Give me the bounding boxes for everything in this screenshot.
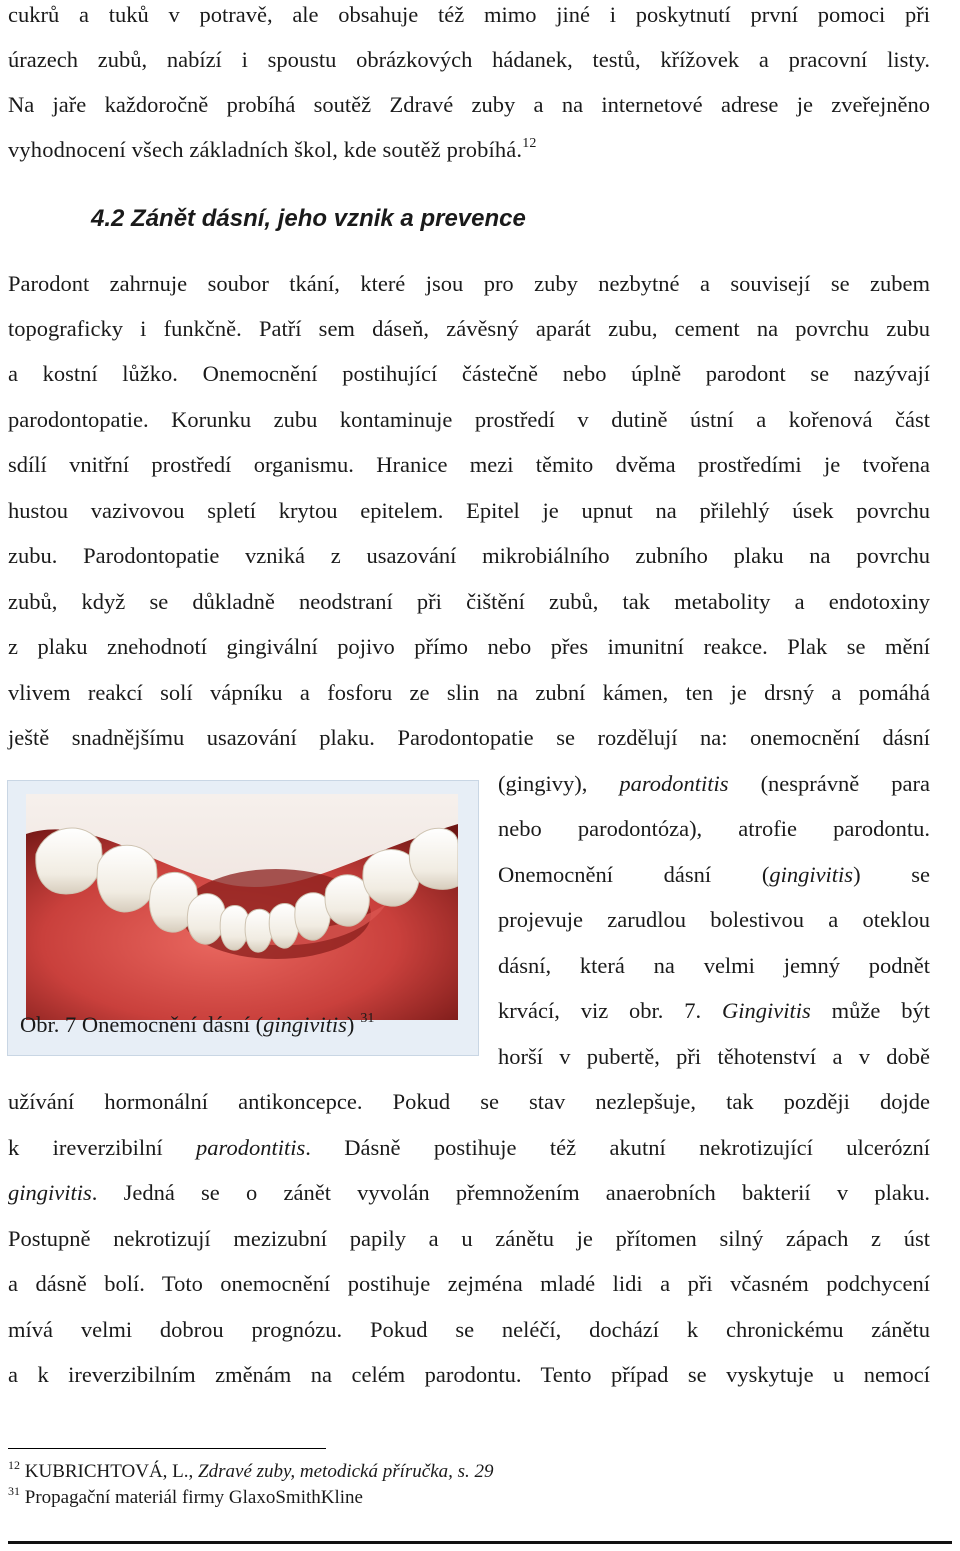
body-text-line: krvácí, viz obr. 7. Gingivitis může být [498,998,930,1023]
body-text: vyhodnocení všech základních škol, kde soutěž probíhá. [8,137,523,162]
footnote-reference: 12 [522,136,537,151]
body-text-line [8,135,930,165]
body-text-line: nebo parodontóza), atrofie parodontu. [498,816,930,841]
body-text-line: Postupně nekrotizují mezizubní papily a u zánětu je přítomen silný zápach z úst [8,1226,930,1251]
body-text-line: Onemocnění dásní (gingivitis) se [498,862,930,887]
footnote-text: KUBRICHTOVÁ, L., [24,1461,199,1482]
body-text-line: z plaku znehodnotí gingivální pojivo přímo nebo přes imunitní reakce. Plak se mění [8,634,930,659]
caption-text: ) [346,1012,355,1037]
body-text-line: (gingivy), parodontitis (nesprávně para [498,771,930,796]
body-text-line: a dásně bolí. Toto onemocnění postihuje zejména mladé lidi a při včasném podchycení [8,1271,930,1296]
body-text-line: mívá velmi dobrou prognózu. Pokud se neléčí, dochází k chronickému zánětu [8,1317,930,1342]
body-text-line: sdílí vnitřní prostředí organismu. Hranice mezi těmito dvěma prostředími je tvořena [8,452,930,477]
body-text-line: zubů, když se důkladně neodstraní při čištění zubů, tak metabolity a endotoxiny [8,589,930,614]
footnote-reference: 31 [360,1011,375,1026]
body-text-line: Na jaře každoročně probíhá soutěž Zdravé zuby a na internetové adrese je zveřejněno [8,92,930,117]
footnote [8,1486,363,1510]
teeth-gums-photo [26,794,458,1020]
page-bottom-rule [8,1541,952,1544]
caption-italic: gingivitis [263,1012,347,1037]
section-heading: 4.2 Zánět dásní, jeho vznik a prevence [91,205,526,232]
body-text-line: užívání hormonální antikoncepce. Pokud se stav nezlepšuje, tak později dojde [8,1089,930,1114]
body-text-line: Parodont zahrnuje soubor tkání, které jsou pro zuby nezbytné a souvisejí se zubem [8,271,930,296]
body-text-line: ještě snadnějšímu usazování plaku. Parodontopatie se rozdělují na: onemocnění dásní [8,725,930,750]
footnote-text: Propagační materiál firmy GlaxoSmithKline [24,1487,363,1508]
body-text-line: horší v pubertě, při těhotenství a v době [498,1044,930,1069]
footnote-number: 31 [8,1484,20,1498]
body-text-line: dásní, která na velmi jemný podnět [498,953,930,978]
body-text-line: a kostní lůžko. Onemocnění postihující částečně nebo úplně parodont se nazývají [8,361,930,386]
footnote-number: 12 [8,1458,20,1472]
caption-text: Obr. 7 Onemocnění dásní ( [20,1012,264,1037]
body-text-line: gingivitis. Jedná se o zánět vyvolán přemnožením anaerobních bakterií v plaku. [8,1180,930,1205]
footnote-separator [8,1448,326,1449]
body-text-line: zubu. Parodontopatie vzniká z usazování mikrobiálního zubního plaku na povrchu [8,543,930,568]
body-text-line: vlivem reakcí solí vápníku a fosforu ze slin na zubní kámen, ten je drsný a pomáhá [8,680,930,705]
body-text-line: hustou vazivovou spletí krytou epitelem. Epitel je upnut na přilehlý úsek povrchu [8,498,930,523]
body-text-line: parodontopatie. Korunku zubu kontaminuje prostředí v dutině ústní a kořenová část [8,407,930,432]
body-text-line: topograficky i funkčně. Patří sem dáseň, závěsný aparát zubu, cement na povrchu zubu [8,316,930,341]
body-text-line: cukrů a tuků v potravě, ale obsahuje též mimo jiné i poskytnutí první pomoci při [8,2,930,27]
body-text-line: projevuje zarudlou bolestivou a oteklou [498,907,930,932]
footnote-title: Zdravé zuby, metodická příručka, s. 29 [198,1461,494,1482]
figure-caption [20,1010,374,1040]
footnote [8,1460,494,1484]
body-text-line: k ireverzibilní parodontitis. Dásně postihuje též akutní nekrotizující ulcerózní [8,1135,930,1160]
body-text-line: úrazech zubů, nabízí i spoustu obrázkových hádanek, testů, křížovek a pracovní listy. [8,47,930,72]
body-text-line: a k ireverzibilním změnám na celém parodontu. Tento případ se vyskytuje u nemocí [8,1362,930,1387]
